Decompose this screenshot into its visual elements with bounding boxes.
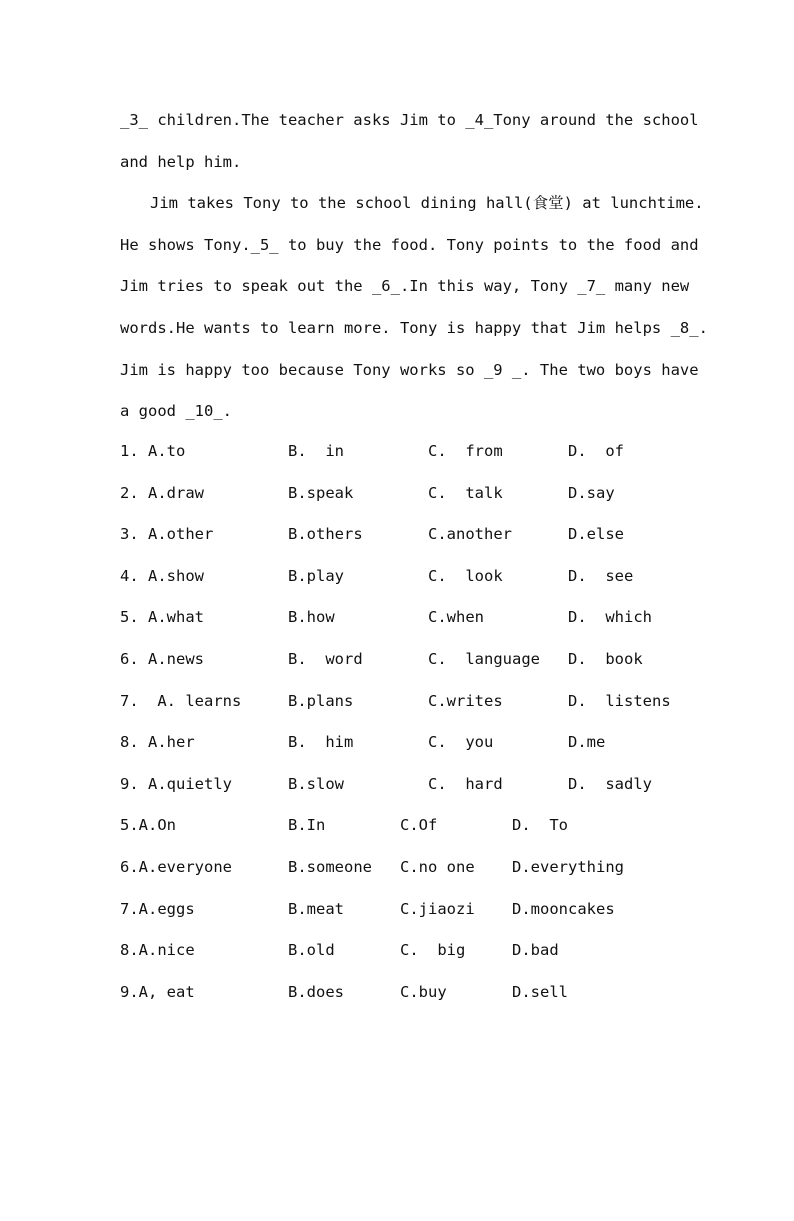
options-block-1	[120, 431, 680, 805]
option-c: C.when	[428, 608, 484, 627]
option-b: B.speak	[288, 483, 354, 502]
option-d: D.say	[568, 483, 615, 502]
option-d: D. see	[568, 566, 634, 585]
option-a: 5. A.what	[120, 608, 204, 627]
passage-line: and help him.	[120, 152, 242, 171]
option-row	[120, 431, 680, 473]
option-a: 6. A.news	[120, 649, 204, 668]
option-b: B.how	[288, 608, 335, 627]
reading-passage	[120, 100, 708, 433]
option-c: C. look	[428, 566, 503, 585]
option-c: C. big	[400, 941, 466, 960]
option-b: B. him	[288, 733, 354, 752]
option-a: 8. A.her	[120, 733, 195, 752]
option-b: B. in	[288, 442, 344, 460]
option-c: C. language	[428, 649, 540, 668]
option-b: B.slow	[288, 774, 344, 793]
option-row	[120, 972, 680, 1014]
option-row	[120, 764, 680, 806]
option-a: 1. A.to	[120, 442, 186, 460]
option-a: 4. A.show	[120, 566, 204, 585]
option-c: C. from	[428, 442, 503, 460]
option-d: D.bad	[512, 941, 559, 960]
option-row	[120, 889, 680, 931]
option-c: C. talk	[428, 483, 503, 502]
option-c: C.jiaozi	[400, 899, 475, 918]
passage-line: a good _10_.	[120, 402, 232, 421]
option-row	[120, 681, 680, 723]
option-a: 9. A.quietly	[120, 774, 232, 793]
option-d: D. sadly	[568, 774, 652, 793]
option-row	[120, 722, 680, 764]
option-row	[120, 805, 680, 847]
option-row	[120, 514, 680, 556]
passage-line: Jim tries to speak out the _6_.In this way, Tony _7_ many new	[120, 277, 690, 296]
option-b: B.meat	[288, 899, 344, 918]
option-d: D. of	[568, 442, 624, 460]
option-a: 3. A.other	[120, 525, 214, 544]
option-row	[120, 597, 680, 639]
option-b: B.plans	[288, 691, 354, 710]
option-a: 2. A.draw	[120, 483, 204, 502]
option-c: C. you	[428, 733, 494, 752]
option-a: 9.A, eat	[120, 982, 195, 1001]
option-d: D.everything	[512, 857, 624, 876]
option-d: D. listens	[568, 691, 671, 710]
passage-line: He shows Tony._5_ to buy the food. Tony points to the food and	[120, 235, 699, 254]
options-block-2	[120, 805, 680, 1013]
option-b: B.does	[288, 982, 344, 1001]
option-row	[120, 473, 680, 515]
passage-line: words.He wants to learn more. Tony is happy that Jim helps _8_.	[120, 318, 708, 337]
option-c: C. hard	[428, 774, 503, 793]
option-a: 8.A.nice	[120, 941, 195, 960]
option-c: C.writes	[428, 691, 503, 710]
option-d: D.sell	[512, 982, 568, 1001]
option-row	[120, 847, 680, 889]
passage-line: Jim takes Tony to the school dining hall(食堂) at lunchtime.	[150, 194, 704, 213]
option-a: 6.A.everyone	[120, 857, 232, 876]
option-d: D.mooncakes	[512, 899, 615, 918]
answer-options	[120, 431, 680, 1013]
option-row	[120, 930, 680, 972]
option-b: B.In	[288, 816, 326, 835]
option-d: D. book	[568, 649, 643, 668]
option-d: D. which	[568, 608, 652, 627]
option-b: B.play	[288, 566, 344, 585]
option-a: 7.A.eggs	[120, 899, 195, 918]
option-a: 5.A.On	[120, 816, 176, 835]
option-c: C.another	[428, 525, 512, 544]
option-d: D. To	[512, 816, 568, 835]
passage-line: _3_ children.The teacher asks Jim to _4_Tony around the school	[120, 111, 699, 129]
passage-line: Jim is happy too because Tony works so _9 _. The two boys have	[120, 360, 699, 379]
option-row	[120, 639, 680, 681]
option-c: C.no one	[400, 857, 475, 876]
option-d: D.me	[568, 733, 606, 752]
option-b: B.others	[288, 525, 363, 544]
option-a: 7. A. learns	[120, 691, 242, 710]
option-c: C.buy	[400, 982, 447, 1001]
option-b: B. word	[288, 649, 363, 668]
option-d: D.else	[568, 525, 624, 544]
option-c: C.Of	[400, 816, 438, 835]
option-row	[120, 556, 680, 598]
option-b: B.old	[288, 941, 335, 960]
option-b: B.someone	[288, 857, 372, 876]
